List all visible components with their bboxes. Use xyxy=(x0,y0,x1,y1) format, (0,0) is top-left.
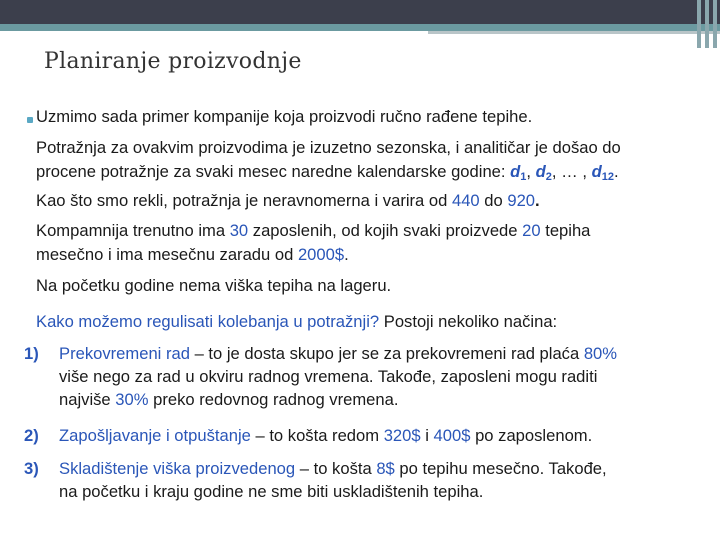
value-highlight: 400$ xyxy=(433,426,471,445)
list-item-line xyxy=(59,365,597,388)
value-highlight: 440 xyxy=(451,191,480,210)
separator: . xyxy=(535,191,540,210)
option-label: Skladištenje viška proizvedenog xyxy=(59,459,296,478)
demand-subscript: 12 xyxy=(601,171,614,183)
intro-line-1 xyxy=(36,105,532,129)
intro-text: Kao što smo rekli, potražnja je neravnomerna i varira od xyxy=(36,191,452,210)
option-text: – to košta xyxy=(295,459,377,478)
intro-text: mesečno i ima mesečnu zaradu od xyxy=(36,245,298,264)
option-text: po zaposlenom. xyxy=(470,426,593,445)
separator: . xyxy=(613,162,619,181)
separator: , … , xyxy=(551,162,592,181)
intro-text: Kompamnija trenutno ima xyxy=(36,221,230,240)
list-item-line xyxy=(59,457,607,480)
intro-text: Na početku godine nema viška tepiha na lageru. xyxy=(36,276,392,295)
intro-line-5 xyxy=(36,219,590,243)
list-number: 2) xyxy=(24,426,39,445)
question-text: Postoji nekoliko načina: xyxy=(379,312,558,331)
list-item-line xyxy=(59,424,592,447)
decorative-stripe xyxy=(713,0,717,48)
list-item-line xyxy=(59,342,617,365)
option-text: najviše xyxy=(59,390,116,409)
demand-symbol: d xyxy=(591,162,602,181)
option-text: više nego za rad u okviru radnog vremena. Takođe, zaposleni mogu raditi xyxy=(59,367,598,386)
demand-subscript: 2 xyxy=(545,171,552,183)
intro-text: zaposlenih, od kojih svaki proizvede xyxy=(248,221,523,240)
value-highlight: 20 xyxy=(522,221,541,240)
option-label: Prekovremeni rad xyxy=(59,344,190,363)
value-highlight: 920 xyxy=(507,191,536,210)
option-text: po tepihu mesečno. Takođe, xyxy=(394,459,607,478)
value-highlight: 2000$ xyxy=(297,245,345,264)
decorative-stripe xyxy=(705,0,709,48)
header-bar xyxy=(0,0,720,34)
header-band-grey xyxy=(428,31,720,34)
intro-line-6 xyxy=(36,243,349,267)
separator: , xyxy=(526,162,536,181)
intro-line-7 xyxy=(36,274,391,298)
intro-text: procene potražnje za svaki mesec naredne kalendarske godine: xyxy=(36,162,511,181)
question-line xyxy=(36,310,557,334)
list-number: 3) xyxy=(24,459,39,478)
option-text: na početku i kraju godine ne sme biti uskladištenih tepiha. xyxy=(59,482,484,501)
value-highlight: 320$ xyxy=(383,426,421,445)
slide-title: Planiranje proizvodnje xyxy=(44,49,302,74)
intro-line-2 xyxy=(36,136,621,160)
list-item-line xyxy=(59,480,483,503)
list-item-line xyxy=(59,388,398,411)
header-band-dark xyxy=(0,0,720,24)
demand-symbol: d xyxy=(535,162,546,181)
question-highlight: Kako možemo regulisati kolebanja u potražnji? xyxy=(36,312,380,331)
option-text: – to košta redom xyxy=(250,426,384,445)
value-highlight: 30% xyxy=(115,390,149,409)
value-highlight: 80% xyxy=(583,344,618,363)
option-text: i xyxy=(420,426,434,445)
value-highlight: 8$ xyxy=(376,459,395,478)
intro-text: tepiha xyxy=(540,221,591,240)
intro-line-3 xyxy=(36,160,619,189)
bullet-icon xyxy=(27,117,33,123)
decorative-stripe xyxy=(697,0,701,48)
option-label: Zapošljavanje i otpuštanje xyxy=(59,426,251,445)
demand-symbol: d xyxy=(510,162,521,181)
option-text: – to je dosta skupo jer se za prekovremeni rad plaća xyxy=(189,344,584,363)
intro-text: Potražnja za ovakvim proizvodima je izuzetno sezonska, i analitičar je došao do xyxy=(36,138,621,157)
option-text: preko redovnog radnog vremena. xyxy=(148,390,399,409)
intro-line-4 xyxy=(36,189,540,213)
separator: . xyxy=(344,245,349,264)
header-band-teal xyxy=(0,24,720,31)
list-number: 1) xyxy=(24,344,39,363)
demand-subscript: 1 xyxy=(520,171,527,183)
intro-text: do xyxy=(479,191,508,210)
value-highlight: 30 xyxy=(229,221,249,240)
intro-text: Uzmimo sada primer kompanije koja proizvodi ručno rađene tepihe. xyxy=(36,107,533,126)
